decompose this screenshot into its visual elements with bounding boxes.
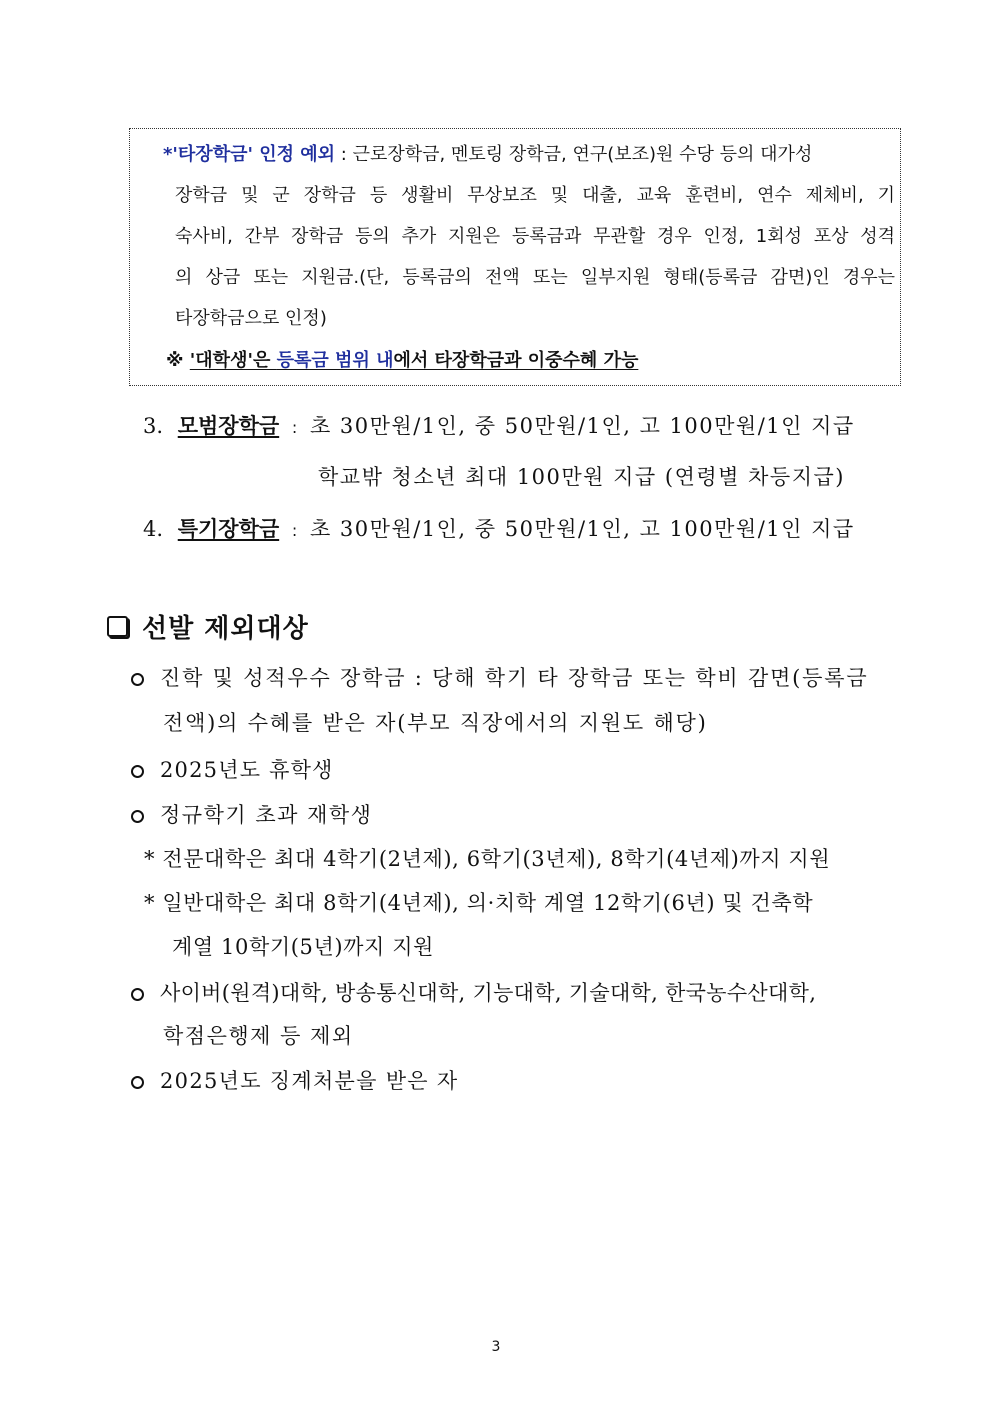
note-line-2: 장학금 및 군 장학금 등 생활비 무상보조 및 대출, 교육 훈련비, 연수 제체비, 기 xyxy=(175,185,895,206)
page-number: 3 xyxy=(491,1339,501,1355)
item-3-number: 3. xyxy=(143,414,164,438)
note-line-1 xyxy=(163,143,812,167)
bullet-1 xyxy=(131,664,868,692)
circle-bullet-icon xyxy=(131,765,144,778)
item-3-title: 모범장학금 xyxy=(177,414,280,438)
circle-bullet-icon xyxy=(131,988,144,1001)
item-4-text: 초 30만원/1인, 중 50만원/1인, 고 100만원/1인 지급 xyxy=(309,517,855,541)
bullet-4-cont: 학점은행제 등 제외 xyxy=(163,1024,354,1048)
bullet-1-cont: 전액)의 수혜를 받은 자(부모 직장에서의 지원도 해당) xyxy=(163,711,708,735)
circle-bullet-icon xyxy=(131,810,144,823)
item-4-number: 4. xyxy=(143,517,164,541)
bullet-2 xyxy=(131,756,334,784)
circle-bullet-icon xyxy=(131,673,144,686)
note-line-1-text: : 근로장학금, 멘토링 장학금, 연구(보조)원 수당 등의 대가성 xyxy=(335,144,813,165)
bullet-3 xyxy=(131,801,372,829)
bullet-4-text: 사이버(원격)대학, 방송통신대학, 기능대학, 기술대학, 한국농수산대학, xyxy=(160,981,817,1005)
exception-note-box xyxy=(129,128,901,386)
note-line-5: 타장학금으로 인정) xyxy=(175,308,327,329)
item-3-extra: 학교밖 청소년 최대 100만원 지급 (연령별 차등지급) xyxy=(318,465,845,489)
item-3 xyxy=(143,412,855,442)
bullet-5-text: 2025년도 징계처분을 받은 자 xyxy=(160,1069,459,1093)
remark-mark: ※ xyxy=(166,350,184,371)
item-4 xyxy=(143,515,855,545)
sub-note-2-cont: 계열 10학기(5년)까지 지원 xyxy=(172,935,434,959)
remark-text xyxy=(190,350,639,371)
note-remark xyxy=(166,349,638,373)
note-line-4: 의 상금 또는 지원금.(단, 등록금의 전액 또는 일부지원 형태(등록금 감면)인 경우는 xyxy=(175,267,895,288)
bullet-2-text: 2025년도 휴학생 xyxy=(160,758,334,782)
checkbox-square-icon xyxy=(107,616,128,637)
bullet-4 xyxy=(131,979,816,1007)
section-heading xyxy=(107,609,309,643)
circle-bullet-icon xyxy=(131,1076,144,1089)
item-3-text: 초 30만원/1인, 중 50만원/1인, 고 100만원/1인 지급 xyxy=(309,414,855,438)
item-4-title: 특기장학금 xyxy=(177,517,280,541)
section-title: 선발 제외대상 xyxy=(142,613,309,644)
remark-part-a: '대학생'은 xyxy=(189,350,277,371)
item-4-sep: : xyxy=(291,521,298,540)
remark-highlight: 등록금 범위 내 xyxy=(276,350,394,371)
bullet-3-text: 정규학기 초과 재학생 xyxy=(160,803,373,827)
bullet-5 xyxy=(131,1067,458,1095)
remark-part-c: 에서 타장학금과 이중수혜 가능 xyxy=(393,350,639,371)
bullet-1-text: 진학 및 성적우수 장학금 : 당해 학기 타 장학금 또는 학비 감면(등록금 xyxy=(160,666,869,690)
item-3-sep: : xyxy=(291,418,298,437)
sub-note-1: * 전문대학은 최대 4학기(2년제), 6학기(3년제), 8학기(4년제)까지 지원 xyxy=(144,847,831,871)
note-keyword: *'타장학금' 인정 예외 xyxy=(163,144,336,165)
sub-note-2: * 일반대학은 최대 8학기(4년제), 의·치학 계열 12학기(6년) 및 건축학 xyxy=(144,891,814,915)
note-line-3: 숙사비, 간부 장학금 등의 추가 지원은 등록금과 무관할 경우 인정, 1회성 포상 성격 xyxy=(175,226,895,247)
